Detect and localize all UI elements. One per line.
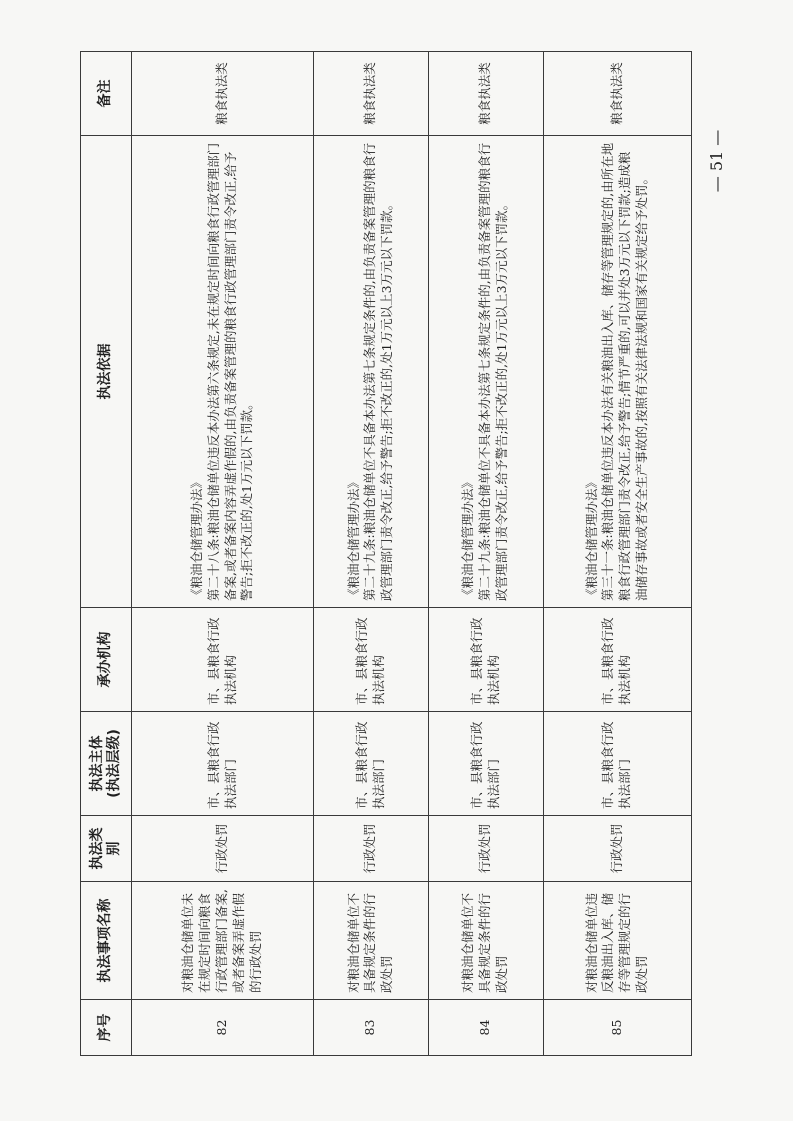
cell-basis — [543, 136, 691, 608]
cell-agency: 市、县粮食行政执法机构 — [543, 608, 691, 712]
header-item: 执法事项名称 — [81, 882, 132, 1000]
header-agency: 承办机构 — [81, 608, 132, 712]
basis-title: 《粮油仓储管理办法》 — [583, 475, 599, 601]
cell-seq: 82 — [132, 1000, 314, 1056]
cell-subject: 市、县粮食行政执法部门 — [132, 712, 314, 816]
cell-item: 对粮油仓储单位违反粮油出入库、储存等管理规定的行政处罚 — [543, 882, 691, 1000]
cell-basis — [314, 136, 429, 608]
cell-remark: 粮食执法类 — [314, 52, 429, 136]
cell-basis — [428, 136, 543, 608]
cell-remark: 粮食执法类 — [543, 52, 691, 136]
cell-item: 对粮油仓储单位不具备规定条件的行政处罚 — [314, 882, 429, 1000]
table-row — [428, 52, 543, 1056]
cell-seq: 84 — [428, 1000, 543, 1056]
basis-text: 第二十八条:粮油仓储单位违反本办法第六条规定,未在规定时间向粮食行政管理部门备案,或者备案内容弄虚作假的,由负责备案管理的粮食行政管理部门责令改正,给予警告;拒不改正的,处1万元以下罚款。 — [205, 142, 255, 601]
cell-agency: 市、县粮食行政执法机构 — [428, 608, 543, 712]
header-seq: 序号 — [81, 1000, 132, 1056]
page-number: — 51 — — [707, 129, 726, 193]
cell-agency: 市、县粮食行政执法机构 — [132, 608, 314, 712]
rotated-table-area — [80, 52, 692, 1056]
cell-seq: 83 — [314, 1000, 429, 1056]
cell-subject: 市、县粮食行政执法部门 — [428, 712, 543, 816]
header-remark: 备注 — [81, 52, 132, 136]
basis-title: 《粮油仓储管理办法》 — [345, 475, 361, 601]
cell-category: 行政处罚 — [428, 816, 543, 882]
cell-agency: 市、县粮食行政执法机构 — [314, 608, 429, 712]
header-basis: 执法依据 — [81, 136, 132, 608]
header-subject-line1: 执法主体 — [88, 735, 105, 792]
cell-basis — [132, 136, 314, 608]
cell-item: 对粮油仓储单位未在规定时间向粮食行政管理部门备案,或者备案弄虚作假的行政处罚 — [132, 882, 314, 1000]
header-row — [81, 52, 132, 1056]
table-row — [132, 52, 314, 1056]
cell-item: 对粮油仓储单位不具备规定条件的行政处罚 — [428, 882, 543, 1000]
cell-category: 行政处罚 — [132, 816, 314, 882]
header-subject-line2: (执法层级) — [106, 729, 122, 798]
basis-text: 第二十九条:粮油仓储单位不具备本办法第七条规定条件的,由负责备案管理的粮食行政管理部门责令改正,给予警告;拒不改正的,处1万元以上3万元以下罚款。 — [477, 142, 510, 601]
cell-category: 行政处罚 — [314, 816, 429, 882]
enforcement-table — [80, 51, 692, 1056]
header-category: 执法类别 — [81, 816, 132, 882]
cell-remark: 粮食执法类 — [132, 52, 314, 136]
basis-text: 第二十九条:粮油仓储单位不具备本办法第七条规定条件的,由负责备案管理的粮食行政管理部门责令改正,给予警告;拒不改正的,处1万元以上3万元以下罚款。 — [362, 142, 395, 601]
cell-category: 行政处罚 — [543, 816, 691, 882]
header-subject — [81, 712, 132, 816]
cell-seq: 85 — [543, 1000, 691, 1056]
basis-title: 《粮油仓储管理办法》 — [460, 475, 476, 601]
table-row — [543, 52, 691, 1056]
cell-remark: 粮食执法类 — [428, 52, 543, 136]
cell-subject: 市、县粮食行政执法部门 — [314, 712, 429, 816]
basis-title: 《粮油仓储管理办法》 — [188, 475, 204, 601]
basis-text: 第三十一条:粮油仓储单位违反本办法有关粮油出入库、储存等管理规定的,由所在地粮食行政管理部门责令改正,给予警告;情节严重的,可以并处3万元以下罚款;造成粮油储存事故或者安全生产事故的,按照有关法律法规和国家有关规定给予处罚。 — [600, 142, 650, 601]
table-row — [314, 52, 429, 1056]
cell-subject: 市、县粮食行政执法部门 — [543, 712, 691, 816]
